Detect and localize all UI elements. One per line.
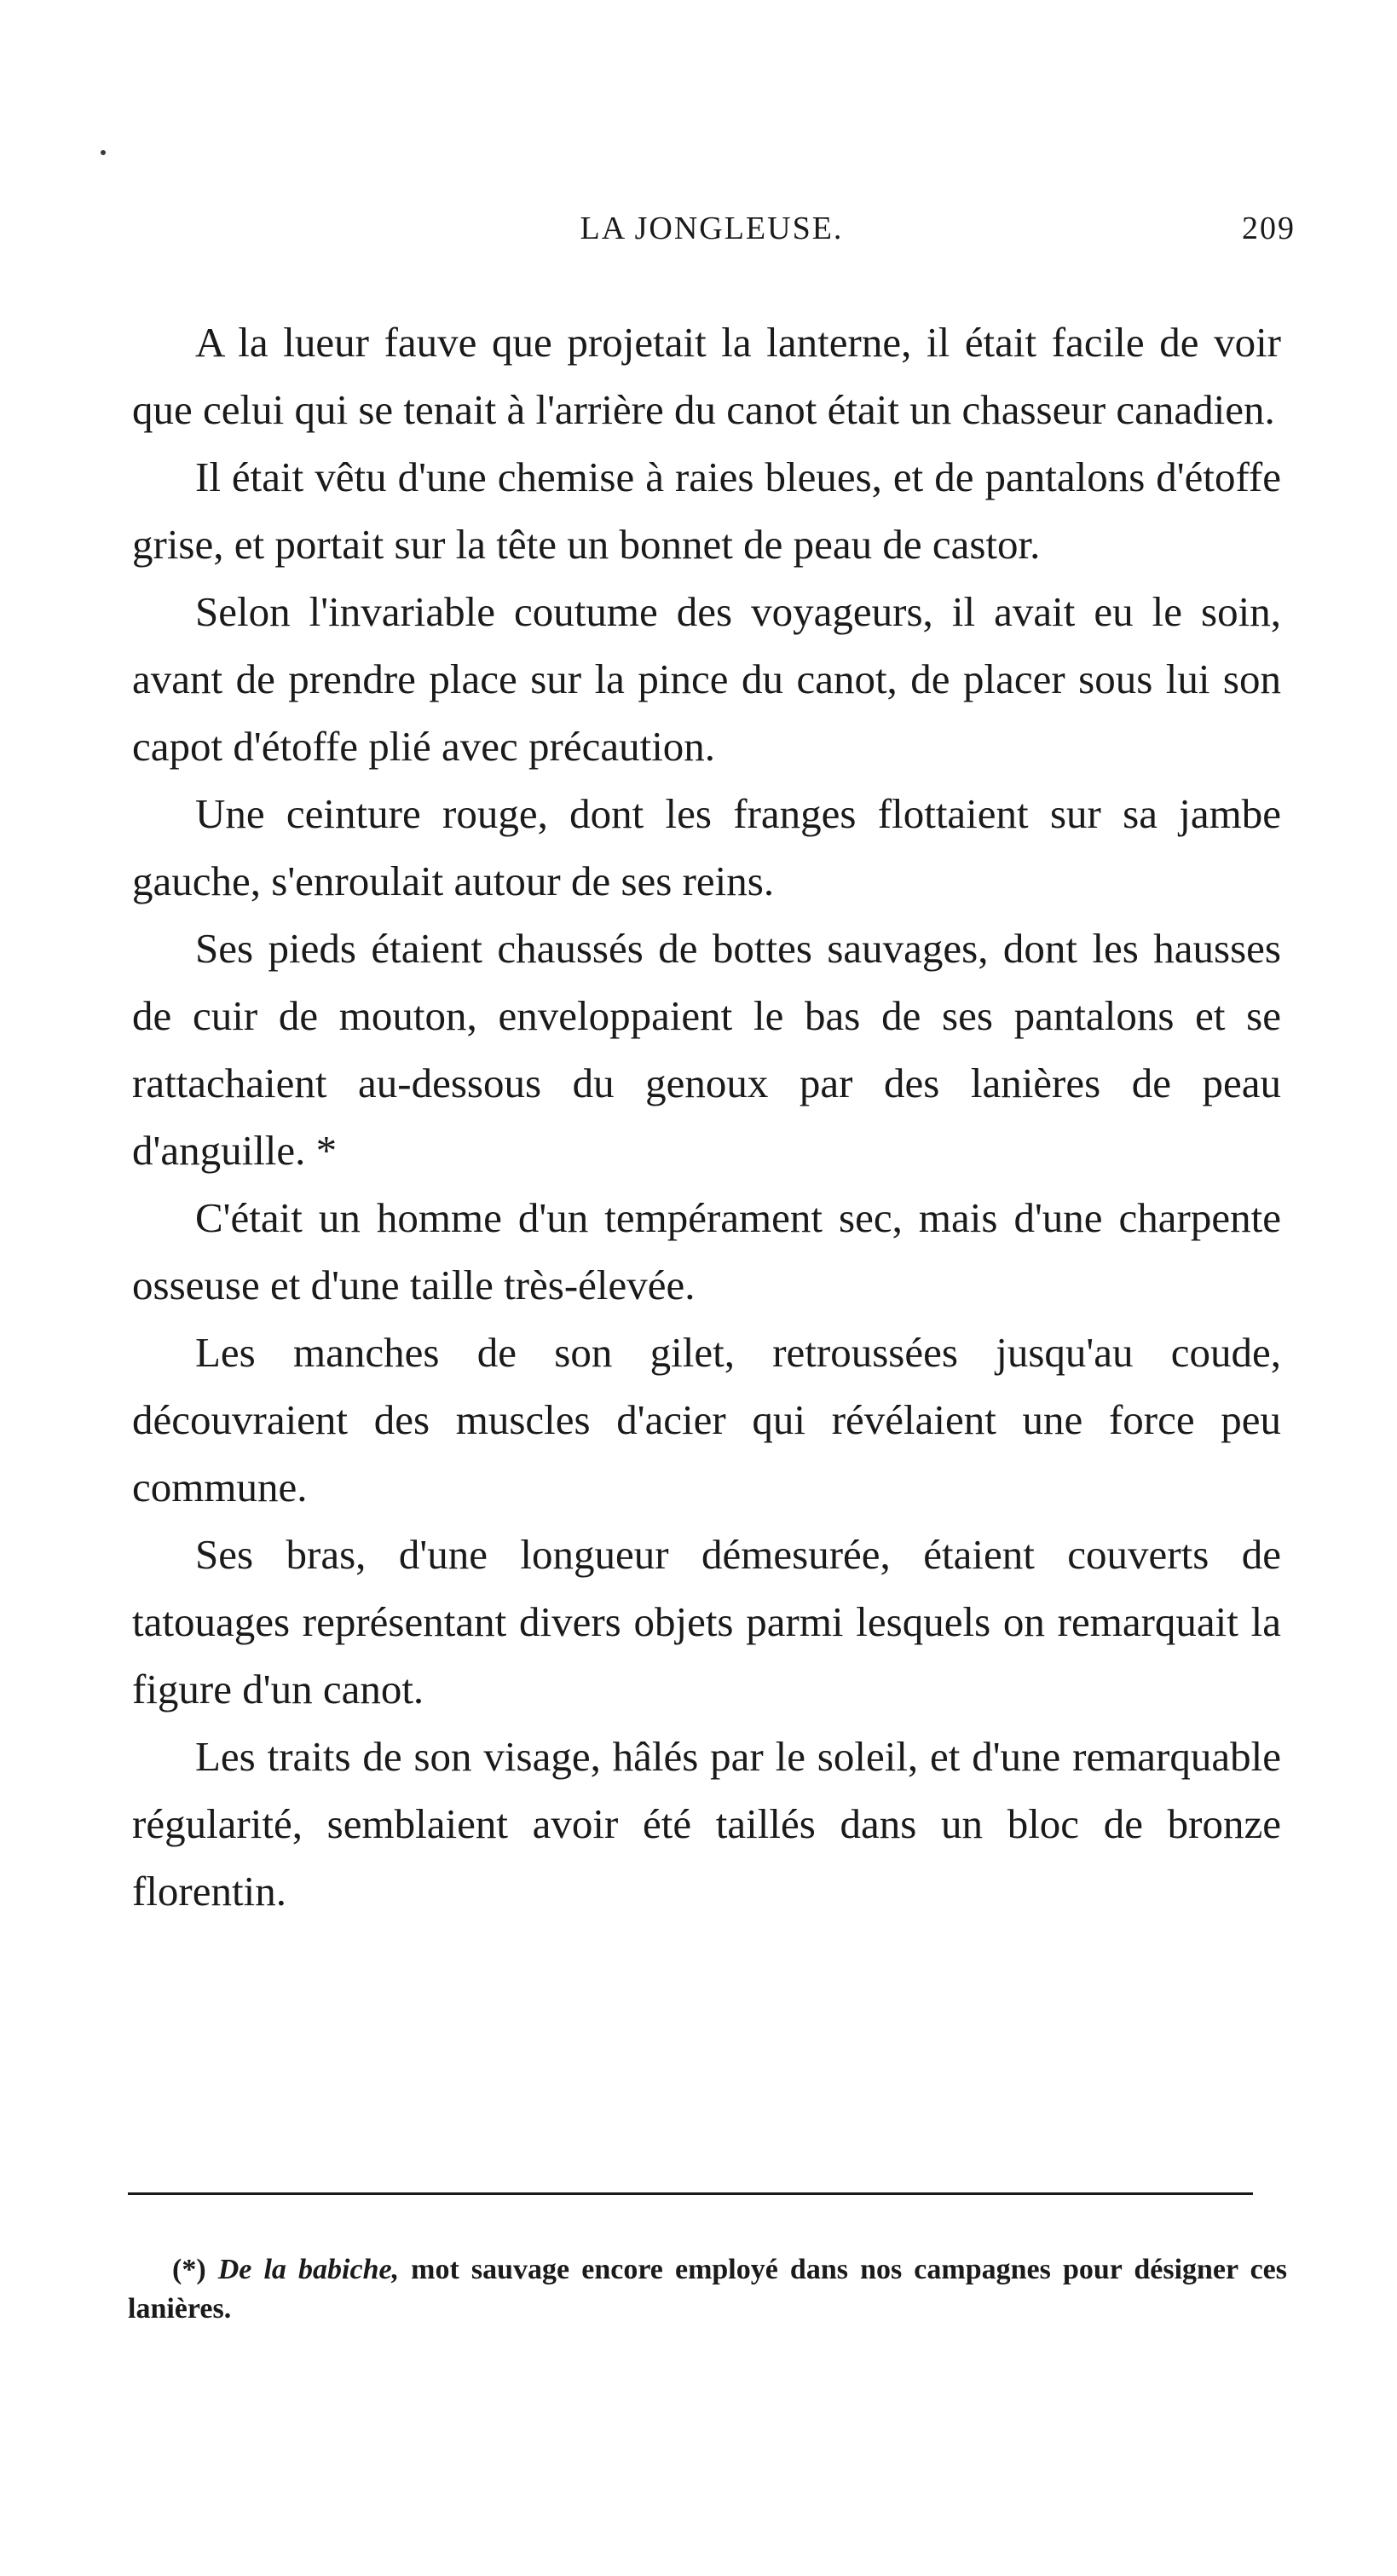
paragraph: A la lueur fauve que projetait la lanterne, il était facile de voir que celui qui se tenait à l'arrière du canot était un chasseur canadien. <box>132 319 1281 433</box>
paragraph: Ses bras, d'une longueur démesurée, étaient couverts de tatouages représentant divers objets parmi lesquels on remarquait la figure d'un canot. <box>132 1531 1281 1713</box>
page-number: 209 <box>1242 211 1296 246</box>
stray-mark <box>101 150 106 155</box>
footnote-rule <box>128 2192 1253 2195</box>
running-title: LA JONGLEUSE. <box>580 211 844 246</box>
paragraph: Les manches de son gilet, retroussées jusqu'au coude, découvraient des muscles d'acier qui révélaient une force peu commune. <box>132 1329 1281 1510</box>
running-head <box>128 210 1296 252</box>
paragraph: Ses pieds étaient chaussés de bottes sauvages, dont les hausses de cuir de mouton, enveloppaient le bas de ses pantalons et se rattachaient au-dessous du genoux par des lanières de peau d'anguille. * <box>132 925 1281 1174</box>
paragraph: Une ceinture rouge, dont les franges flottaient sur sa jambe gauche, s'enroulait autour de ses reins. <box>132 790 1281 904</box>
footnote <box>128 2250 1287 2329</box>
paragraph: Il était vêtu d'une chemise à raies bleues, et de pantalons d'étoffe grise, et portait sur la tête un bonnet de peau de castor. <box>132 453 1281 568</box>
footnote-text: mot sauvage encore employé dans nos campagnes pour désigner ces lanières. <box>128 2254 1288 2325</box>
footnote-marker: (*) <box>172 2254 206 2285</box>
paragraph: C'était un homme d'un tempérament sec, mais d'une charpente osseuse et d'une taille très-élevée. <box>132 1194 1281 1308</box>
paragraph: Selon l'invariable coutume des voyageurs, il avait eu le soin, avant de prendre place sur la pince du canot, de placer sous lui son capot d'étoffe plié avec précaution. <box>132 588 1281 770</box>
footnote-italic-phrase: De la babiche, <box>217 2254 400 2285</box>
paragraph: Les traits de son visage, hâlés par le soleil, et d'une remarquable régularité, semblaient avoir été taillés dans un bloc de bronze florentin. <box>132 1733 1281 1915</box>
body-text <box>132 309 1281 1925</box>
